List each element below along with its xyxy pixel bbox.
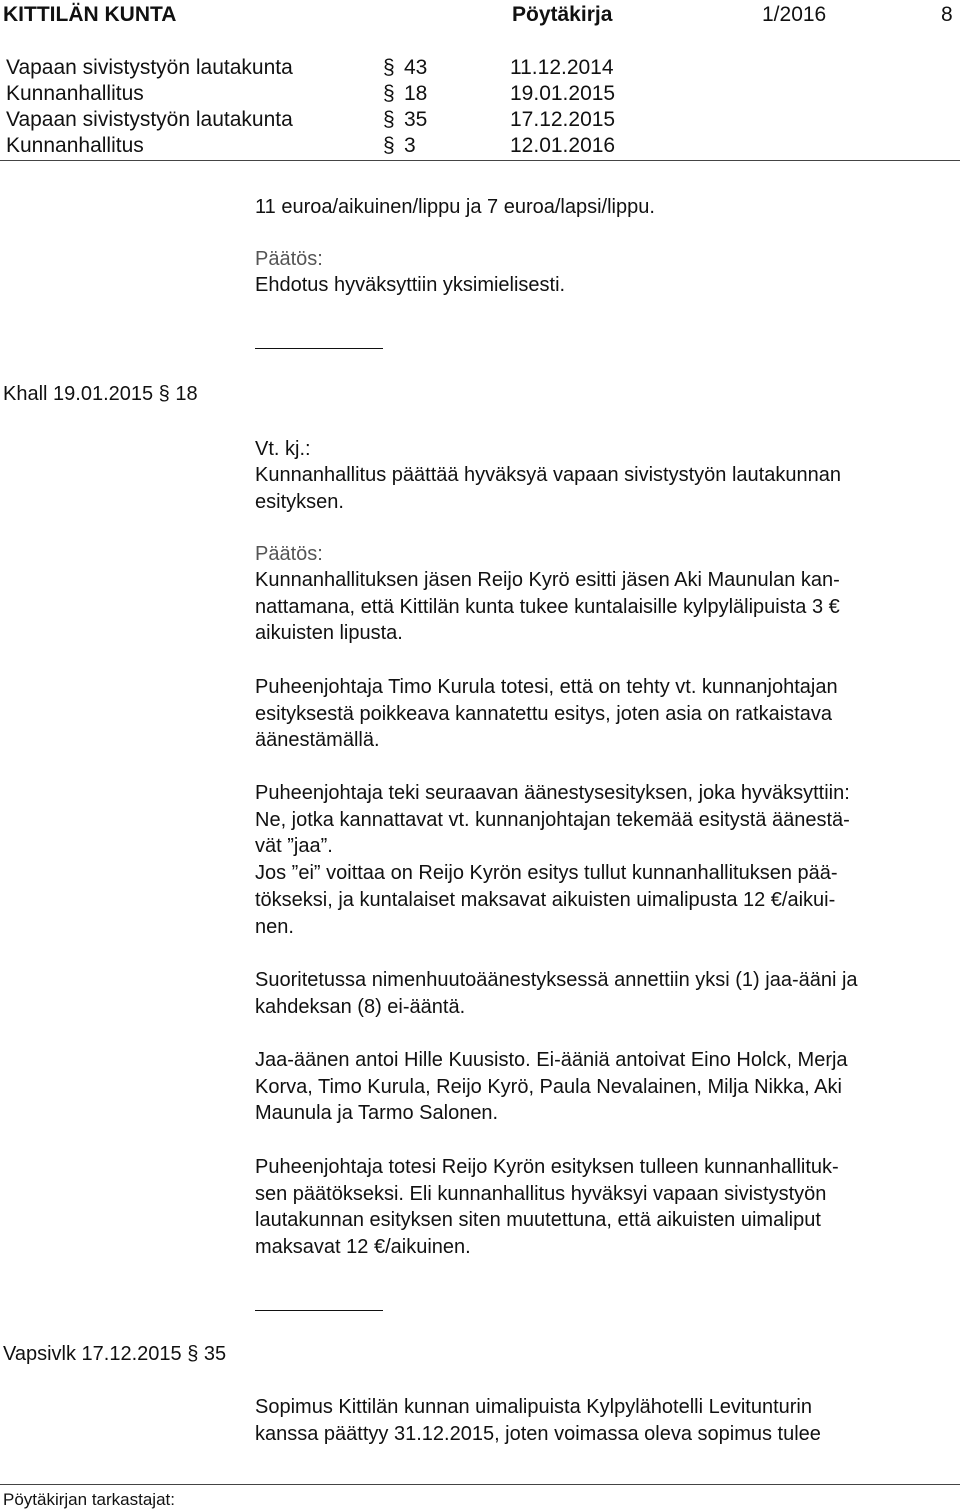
text-line: vät ”jaa”. [255, 835, 333, 858]
paragraph [255, 567, 955, 647]
text-line: kahdeksan (8) ei-ääntä. [255, 995, 466, 1018]
text-line: lautakunnan esityksen siten muutettuna, että aikuisten uimaliput [255, 1209, 821, 1232]
case-body: Kunnanhallitus [6, 134, 144, 157]
paragraph [255, 967, 955, 1020]
case-number: 18 [404, 82, 428, 105]
paragraph [255, 1154, 955, 1261]
text-line: Puheenjohtaja teki seuraavan äänestysesityksen, joka hyväksyttiin: [255, 782, 850, 804]
text-line: sen päätökseksi. Eli kunnanhallitus hyväksyi vapaan sivistystyön [255, 1182, 827, 1205]
text-line: maksavat 12 €/aikuinen. [255, 1236, 471, 1259]
text-line: nen. [255, 915, 294, 938]
section-sign-icon: § [383, 82, 395, 105]
document-number: 1/2016 [762, 3, 827, 26]
case-date: 17.12.2015 [510, 108, 616, 131]
section-sign-icon: § [383, 108, 395, 131]
text-line: Maunula ja Tarmo Salonen. [255, 1102, 499, 1125]
paragraph [255, 780, 955, 940]
case-number: 3 [404, 134, 416, 157]
text-line: esityksestä poikkeava kannatettu esitys, joten asia on ratkaistava [255, 702, 832, 725]
case-date: 11.12.2014 [510, 56, 614, 79]
section-separator [255, 1310, 383, 1311]
decision-text: Ehdotus hyväksyttiin yksimielisesti. [255, 274, 566, 296]
decision-label: Päätös: [255, 543, 323, 565]
text-line: tökseksi, ja kuntalaiset maksavat aikuisten uimalipusta 12 €/aikui- [255, 888, 836, 911]
case-date: 19.01.2015 [510, 82, 616, 105]
text-line: Kunnanhallitus päättää hyväksyä vapaan sivistystyön lautakunnan [255, 464, 841, 486]
case-number: 35 [404, 108, 428, 131]
intro-line: 11 euroa/aikuinen/lippu ja 7 euroa/lapsi/lippu. [255, 196, 655, 218]
section-sign-icon: § [383, 56, 395, 79]
text-line: Kunnanhallituksen jäsen Reijo Kyrö esitti jäsen Aki Maunulan kan- [255, 569, 840, 591]
paragraph [255, 1047, 955, 1127]
section-sign-icon: § [383, 134, 395, 157]
vapsivlk-margin-label: Vapsivlk 17.12.2015 § 35 [3, 1343, 227, 1365]
header-divider [0, 160, 960, 161]
checkers-label: Pöytäkirjan tarkastajat: [3, 1490, 175, 1509]
case-body: Vapaan sivistystyön lautakunta [6, 56, 293, 79]
municipality-name: KITTILÄN KUNTA [3, 3, 177, 26]
text-line: äänestämällä. [255, 729, 380, 752]
vtkj-label: Vt. kj.: [255, 438, 311, 460]
case-body: Vapaan sivistystyön lautakunta [6, 108, 293, 131]
paragraph [255, 674, 955, 754]
decision-label: Päätös: [255, 248, 323, 270]
case-date: 12.01.2016 [510, 134, 616, 157]
proposal-text [255, 462, 955, 515]
paragraph [255, 1394, 955, 1447]
text-line: Sopimus Kittilän kunnan uimalipuista Kylpylähotelli Levitunturin [255, 1396, 812, 1418]
text-line: Korva, Timo Kurula, Reijo Kyrö, Paula Nevalainen, Milja Nikka, Aki [255, 1075, 842, 1098]
text-line: Suoritetussa nimenhuutoäänestyksessä annettiin yksi (1) jaa-ääni ja [255, 969, 858, 991]
case-body: Kunnanhallitus [6, 82, 144, 105]
text-line: Jos ”ei” voittaa on Reijo Kyrön esitys tullut kunnanhallituksen pää- [255, 862, 838, 885]
text-line: esityksen. [255, 490, 344, 513]
text-line: kanssa päättyy 31.12.2015, joten voimassa oleva sopimus tulee [255, 1422, 821, 1445]
text-line: Ne, jotka kannattavat vt. kunnanjohtajan tekemää esitystä äänestä- [255, 808, 850, 831]
case-number: 43 [404, 56, 428, 79]
text-line: aikuisten lipusta. [255, 622, 403, 645]
document-type: Pöytäkirja [512, 3, 613, 26]
text-line: Puheenjohtaja Timo Kurula totesi, että on tehty vt. kunnanjohtajan [255, 676, 838, 698]
footer-divider [0, 1484, 960, 1485]
page-number: 8 [941, 3, 953, 26]
text-line: nattamana, että Kittilän kunta tukee kuntalaisille kylpylälipuista 3 € [255, 595, 840, 618]
khall-margin-label: Khall 19.01.2015 § 18 [3, 383, 198, 405]
text-line: Puheenjohtaja totesi Reijo Kyrön esityksen tulleen kunnanhallituk- [255, 1156, 839, 1178]
text-line: Jaa-äänen antoi Hille Kuusisto. Ei-ääniä antoivat Eino Holck, Merja [255, 1049, 848, 1071]
section-separator [255, 348, 383, 349]
